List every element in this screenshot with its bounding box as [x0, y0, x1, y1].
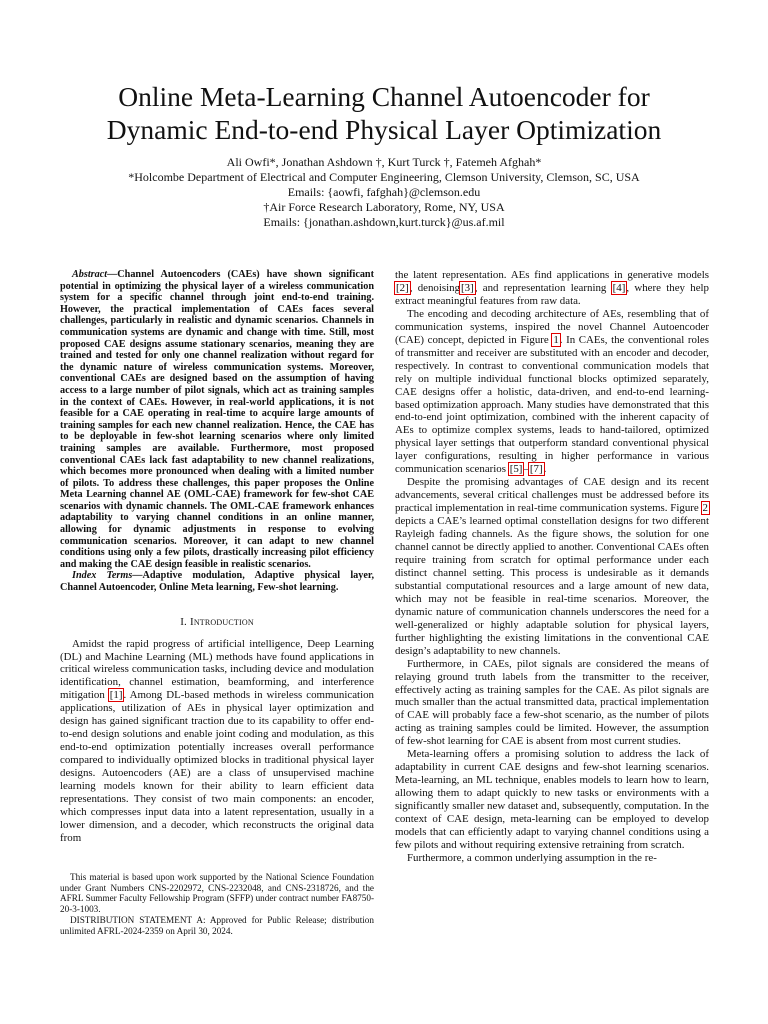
right-paragraph-2: [395, 476, 709, 657]
text-span: depicts a CAE’s learned optimal constellation designs for two different Rayleigh fading channels. As the figure shows, the solution for one channel cannot be directly applied to another. Conventional CAEs often require training from scratch for optimal performance under each distinct channel setting. This process is undesirable as it demands substantial computational resources and a large amount of new data, which may not be feasible in real-time scenarios. Moreover, the dynamic nature of communication channels underscores the need for a well-generalized or highly adaptable solution for physical layers, further highlighting the existing limitations in the conventional CAE design’s adaptability to new channels.: [395, 515, 709, 657]
intro-text-a: Amidst the rapid progress of artificial intelligence, Deep Learning (DL) and Machine Learning (ML) methods have found applications in critical wireless communication tasks, including device and modulation identification, channel estimation, beamforming, and interference mitigation: [60, 637, 374, 702]
section-title: Introduction: [189, 615, 254, 628]
abstract: [60, 269, 374, 570]
footnote-funding: This material is based upon work supported by the National Science Foundation under Grant Numbers CNS-2202972, CNS-2232048, and CNS-2318726, and the AFRL Summer Faculty Fellowship Program (SFFP) under contract number FA8750-20-3-1003.: [60, 872, 374, 915]
author-block: [0, 155, 768, 230]
author-names: Ali Owfi*, Jonathan Ashdown †, Kurt Turck †, Fatemeh Afghah*: [226, 155, 542, 169]
emails-afrl: Emails: {jonathan.ashdown,kurt.turck}@us.af.mil: [263, 215, 505, 229]
text-span: , and representation learning: [474, 281, 612, 294]
text-span: . In CAEs, the conventional roles of transmitter and receiver are substituted with an encoder and decoder, respectively. In contrast to conventional communication models that rely on multiple individual functional blocks optimized separately, CAE designs offer a holistic, data-driven, and end-to-end learning-based optimization approach. Many studies have demonstrated that this end-to-end joint optimization, combined with the inherent capacity of AEs to optimize complex systems, leads to hand-tailored, optimized physical layer settings that outperform standard conventional physical layer configurations, resulting in higher performance in various communication scenarios: [395, 333, 709, 476]
title-line-1: Online Meta-Learning Channel Autoencoder for: [118, 81, 650, 112]
figure-link[interactable]: 1: [553, 333, 559, 346]
text-span: , denoising: [409, 281, 461, 294]
citation-link[interactable]: [4]: [612, 281, 626, 294]
text-span: the latent representation. AEs find applications in generative models: [395, 269, 709, 281]
section-heading-introduction: [60, 616, 374, 629]
text-span: –: [523, 463, 529, 476]
affiliation-clemson: *Holcombe Department of Electrical and Computer Engineering, Clemson University, Clemson, SC, USA: [128, 170, 640, 184]
citation-link[interactable]: [7]: [529, 463, 543, 476]
text-span: Despite the promising advantages of CAE design and its recent advancements, several critical challenges must be addressed before its practical implementation in real-time communication systems. Figure: [395, 476, 709, 515]
abstract-label: Abstract: [72, 269, 108, 280]
intro-text-b: . Among DL-based methods in wireless communication applications, utilization of AEs in physical layer optimization and design has gained significant traction due to its capability to offer end-to-end design solutions and enable joint coding and modulation, as this end-to-end optimization potentially increases overall performance compared to individually optimized blocks in traditional physical layer designs. Autoencoders (AE) are a class of unsupervised machine learning models known for their ability to learn efficient data representations. They consist of two main components: an encoder, which compresses input data into a latent representation, usually in a lower dimension, and a decoder, which reconstructs the original data from: [60, 689, 374, 844]
right-paragraph-3: Furthermore, in CAEs, pilot signals are considered the means of relaying ground truth labels from the transmitter to the receiver, effectively acting as training samples for the CAE. As pilot signals are much smaller than the actual transmitted data, practical implementation of CAE will probably face a few-shot scenario, as the number of pilots acting as training samples could be limited. However, the assumption of few-shot learning for CAE is absent from most current studies.: [395, 657, 709, 748]
citation-link[interactable]: [5]: [509, 463, 523, 476]
index-terms: [60, 570, 374, 593]
citation-link[interactable]: [3]: [461, 281, 474, 294]
right-paragraph-0: [395, 269, 709, 308]
affiliation-afrl: †Air Force Research Laboratory, Rome, NY, USA: [263, 200, 505, 214]
index-terms-label: Index Terms: [72, 570, 133, 582]
right-paragraph-5: Furthermore, a common underlying assumption in the re-: [407, 851, 657, 864]
right-paragraph-1: [395, 308, 709, 476]
citation-link[interactable]: [2]: [396, 281, 409, 294]
right-column: [395, 269, 709, 865]
citation-link[interactable]: [1]: [109, 689, 123, 702]
figure-link[interactable]: 2: [702, 502, 708, 515]
paper-title: [0, 80, 768, 146]
text-span: , where they help extract meaningful features from raw data.: [395, 281, 709, 307]
right-paragraph-4: Meta-learning offers a promising solution to address the lack of adaptability in current CAE designs and few-shot learning scenarios. Meta-learning, an ML technique, enables models to learn how to learn, allowing them to adapt quickly to new tasks or environments with a significantly smaller new dataset and, subsequently, computation. In the context of CAE design, meta-learning can be employed to develop models that can efficiently adapt to varying channel conditions using a few pilots and without requiring extensive retraining from scratch.: [395, 748, 709, 851]
text-span: .: [543, 463, 547, 476]
left-column: [60, 269, 374, 845]
abstract-text: —Channel Autoencoders (CAEs) have shown significant potential in optimizing the physical layer of a wireless communication system for a specific channel through joint end-to-end training. However, the practical implementation of CAEs faces several challenges, particularly in realistic and dynamic scenarios. Channels in communication systems are dynamic and change with time. Still, most proposed CAE designs assume stationary scenarios, meaning they are trained and tested for only one channel realization without regard for the dynamic nature of wireless communication systems. Moreover, conventional CAEs are designed based on the assumption of having access to a large number of pilot signals, which act as training samples in the context of CAEs. However, in real-world applications, it is not feasible for a CAE operating in real-time to acquire large amounts of training samples for each new channel realization. Hence, the CAE has to be deployable in few-shot learning scenarios where only limited training samples are available. Furthermore, most proposed conventional CAEs lack fast adaptability to new channel realizations, which becomes more pronounced when dealing with a limited number of pilots. To address these challenges, this paper proposes the Online Meta Learning channel AE (OML-CAE) framework for few-shot CAE scenarios with dynamic channels. The OML-CAE framework enhances adaptability to varying channel conditions in an online manner, allowing for dynamic adjustments in response to evolving communication scenarios. Moreover, it can adapt to new channel conditions using only a few pilots, drastically increasing pilot efficiency and making the CAE design feasible in realistic scenarios.: [60, 269, 374, 570]
intro-paragraph-1: [60, 638, 374, 845]
footnote-distribution: DISTRIBUTION STATEMENT A: Approved for Public Release; distribution unlimited AFRL-2024-2359 on April 30, 2024.: [60, 914, 374, 936]
index-terms-text: —Adaptive modulation, Adaptive physical layer, Channel Autoencoder, Online Meta learning, Few-shot learning.: [60, 570, 374, 594]
title-line-2: Dynamic End-to-end Physical Layer Optimization: [106, 114, 662, 145]
emails-clemson: Emails: {aowfi, fafghah}@clemson.edu: [287, 185, 481, 199]
section-number: I.: [180, 615, 188, 628]
footnotes: [60, 872, 374, 936]
text-span: The encoding and decoding architecture of AEs, resembling that of communication systems, inspired the novel Channel Autoencoder (CAE) concept, depicted in Figure: [395, 307, 709, 346]
